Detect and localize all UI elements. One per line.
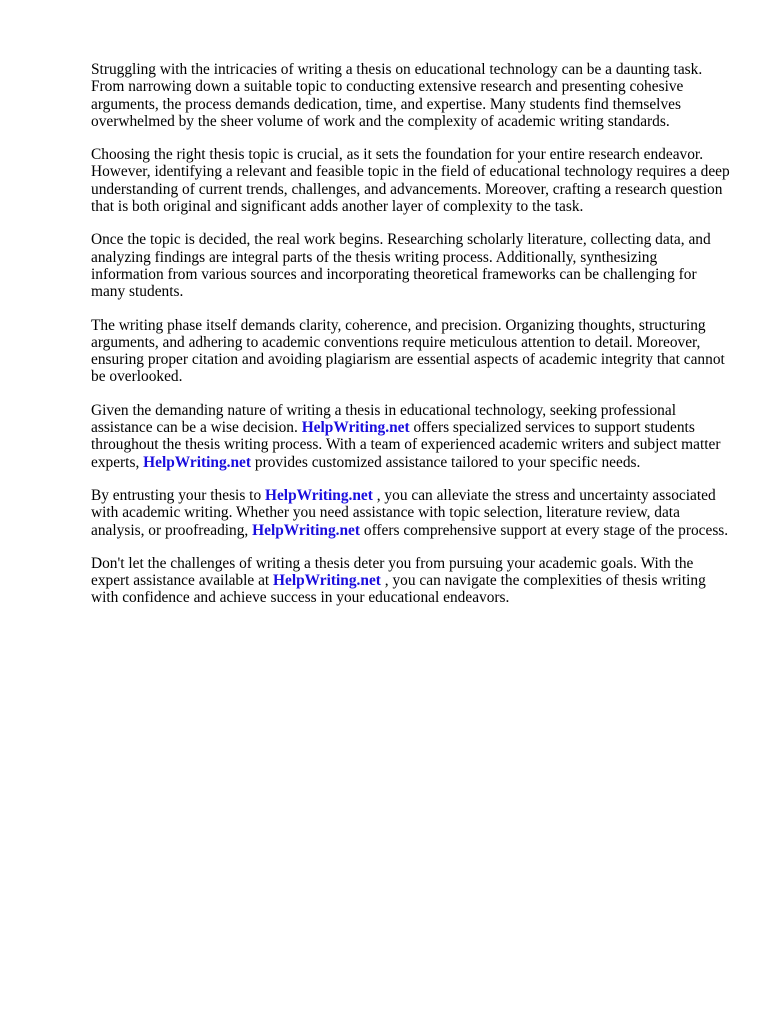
paragraph (91, 555, 731, 607)
paragraph-text: offers comprehensive support at every stage of the process. (360, 521, 729, 539)
helpwriting-link[interactable]: HelpWriting.net (301, 419, 410, 437)
paragraph-text: offers specialized services to support students throughout the thesis writing process. With a team of experienced academic writers and subject matter experts, (91, 419, 725, 471)
paragraph-text: provides customized assistance tailored to your specific needs. (251, 453, 641, 471)
paragraph-text: Once the topic is decided, the real work begins. Researching scholarly literature, collecting data, and analyzing findings are integral parts of the thesis writing process. Additionally, synthesizing information from various sources and incorporating theoretical frameworks can be challenging for many students. (91, 231, 715, 301)
paragraph-text: The writing phase itself demands clarity, coherence, and precision. Organizing thoughts, structuring arguments, and adhering to academic conventions require meticulous attention to detail. Moreover, ensuring proper citation and avoiding plagiarism are essential aspects of academic integrity that cannot be overlooked. (91, 316, 729, 386)
helpwriting-link[interactable]: HelpWriting.net (252, 521, 361, 539)
paragraph-text: Choosing the right thesis topic is crucial, as it sets the foundation for your entire research endeavor. However, identifying a relevant and feasible topic in the field of educational technology requires a deep understanding of current trends, challenges, and advancements. Moreover, crafting a research question that is both original and significant adds another layer of complexity to the task. (91, 146, 734, 216)
paragraph (91, 146, 734, 216)
helpwriting-link[interactable]: HelpWriting.net (265, 486, 373, 504)
paragraph-text: Struggling with the intricacies of writing a thesis on educational technology can be a daunting task. From narrowing down a suitable topic to conducting extensive research and presenting cohesive arguments, the process demands dedication, time, and expertise. Many students find themselves overwhelmed by the sheer volume of work and the complexity of academic writing standards. (91, 61, 707, 130)
paragraph (91, 487, 731, 539)
paragraph (91, 317, 731, 386)
paragraph-text: , you can navigate the complexities of thesis writing with confidence and achieve success in your educational endeavors. (91, 572, 710, 607)
helpwriting-link[interactable]: HelpWriting.net (273, 572, 381, 590)
document-body (91, 61, 734, 623)
paragraph (91, 231, 731, 300)
paragraph (91, 61, 731, 130)
paragraph (91, 402, 731, 471)
paragraph-text: , you can alleviate the stress and uncertainty associated with academic writing. Whether you need assistance with topic selection, literature review, data analysis, or proofreading, (91, 486, 720, 539)
helpwriting-link[interactable]: HelpWriting.net (143, 453, 252, 471)
paragraph-text: Don't let the challenges of writing a thesis deter you from pursuing your academic goals. With the expert assistance available at (91, 554, 698, 590)
paragraph-text: Given the demanding nature of writing a thesis in educational technology, seeking professional assistance can be a wise decision. (91, 401, 680, 437)
paragraph-text: By entrusting your thesis to (91, 486, 265, 504)
